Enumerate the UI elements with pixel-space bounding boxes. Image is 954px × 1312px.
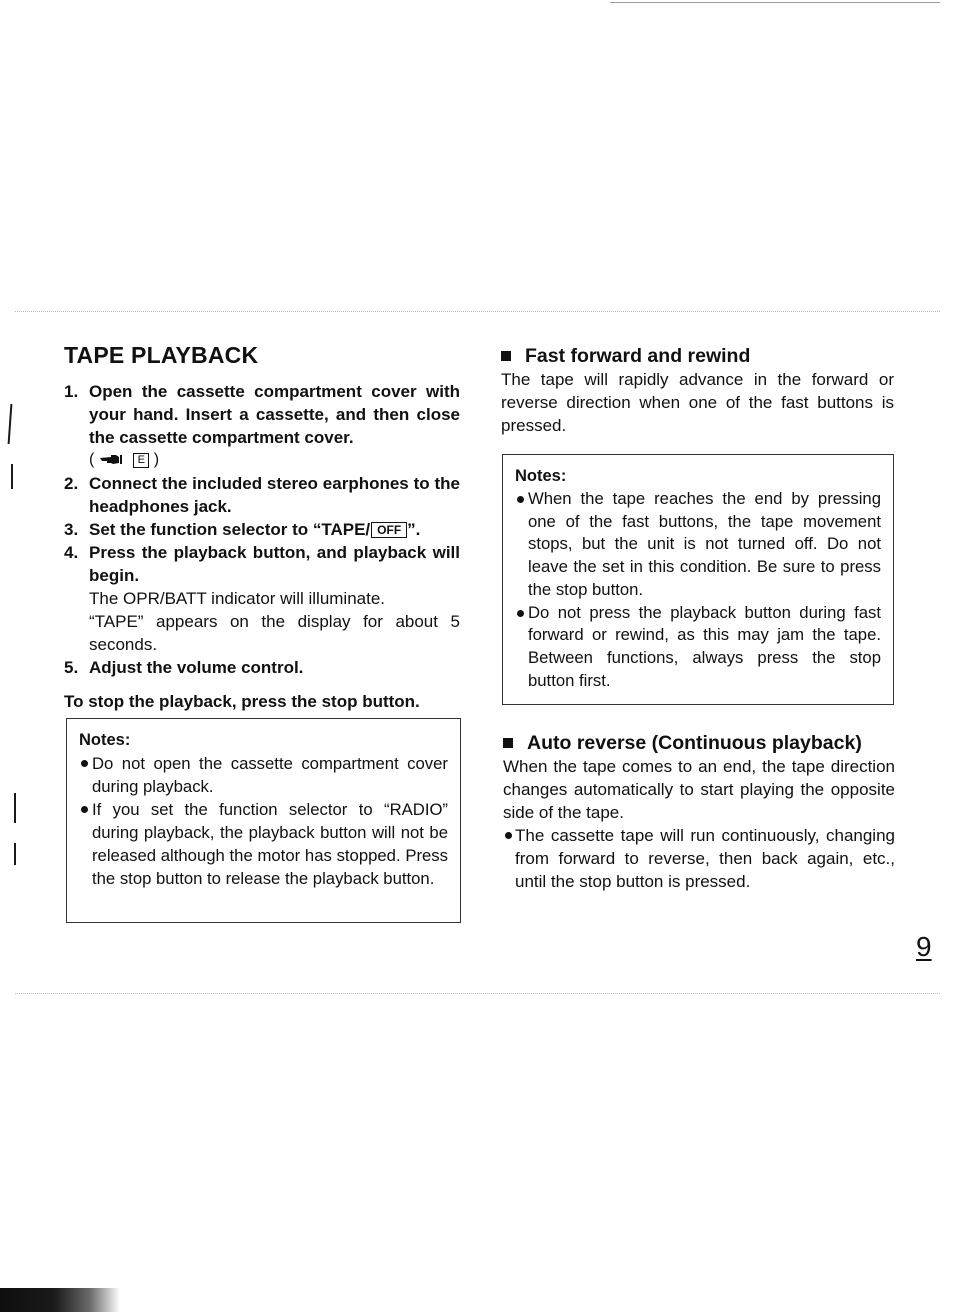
top-scan-rule <box>610 2 940 3</box>
auto-reverse-section <box>503 731 895 893</box>
step-detail: “TAPE” appears on the display for about 5 seconds. <box>89 612 460 654</box>
note-item: If you set the function selector to “RADIO” during playback, the playback button will not be released although the motor has stopped. Press the stop button to release the playback button. <box>79 798 448 890</box>
step-text: Press the playback button, and playback will begin. <box>89 543 460 585</box>
notes-list <box>515 488 881 692</box>
step-number: 2. <box>64 474 79 493</box>
square-bullet-icon <box>501 351 511 361</box>
auto-reverse-bullet: The cassette tape will run continuously, changing from forward to reverse, then back again, etc., until the stop button is pressed. <box>503 824 895 893</box>
auto-reverse-heading <box>503 731 895 755</box>
page-number: 9 <box>916 931 932 962</box>
step-item <box>64 541 460 656</box>
ref-open-paren: ( <box>89 451 95 468</box>
step-text-end: ”. <box>407 520 421 539</box>
fast-forward-body: The tape will rapidly advance in the forward or reverse direction when one of the fast buttons is pressed. <box>501 370 894 435</box>
notes-list <box>79 752 448 890</box>
margin-mark <box>11 464 13 489</box>
step-number: 5. <box>64 658 79 677</box>
heading-text: Auto reverse (Continuous playback) <box>527 732 862 754</box>
e-key-box: E <box>133 453 149 468</box>
fast-forward-heading <box>501 344 894 368</box>
reference-line <box>89 449 460 472</box>
margin-mark <box>14 843 16 865</box>
off-key-label: OFF <box>371 522 407 538</box>
auto-reverse-list <box>503 824 895 893</box>
note-item: Do not open the cassette compartment cover during playback. <box>79 752 448 798</box>
page-fold-line-top <box>15 311 940 312</box>
step-number: 4. <box>64 543 79 562</box>
heading-text: Fast forward and rewind <box>525 345 751 367</box>
section-title: TAPE PLAYBACK <box>64 342 259 368</box>
playback-steps <box>64 380 460 679</box>
notes-title: Notes: <box>79 731 131 749</box>
margin-mark <box>14 793 16 823</box>
step-number: 3. <box>64 520 79 539</box>
step-item <box>64 380 460 472</box>
stop-instruction: To stop the playback, press the stop button. <box>64 692 420 711</box>
playback-notes-box <box>66 718 461 923</box>
auto-reverse-body: When the tape comes to an end, the tape direction changes automatically to start playing the opposite side of the tape. <box>503 757 895 822</box>
step-item <box>64 656 460 679</box>
tape-playback-section <box>64 341 460 713</box>
step-text: Set the function selector to “TAPE/ <box>89 520 371 539</box>
note-item: When the tape reaches the end by pressing one of the fast buttons, the tape movement stops, but the unit is not turned off. Do not leave the set in this condition. Be sure to press the stop button. <box>515 488 881 602</box>
step-item <box>64 518 460 541</box>
margin-mark <box>8 404 13 444</box>
page-fold-line-bottom <box>15 993 940 994</box>
step-detail: The OPR/BATT indicator will illuminate. <box>89 589 386 608</box>
ref-close-paren: ) <box>153 451 160 468</box>
hand-pointing-icon <box>99 451 125 472</box>
notes-title: Notes: <box>515 467 567 485</box>
square-bullet-icon <box>503 738 513 748</box>
step-number: 1. <box>64 382 79 401</box>
scan-corner-smudge <box>0 1288 120 1312</box>
step-text: Open the cassette compartment cover with your hand. Insert a cassette, and then close the cassette compartment cover. <box>89 382 460 447</box>
fast-forward-section <box>501 344 894 437</box>
fast-forward-notes-box <box>502 454 894 705</box>
note-item: Do not press the playback button during fast forward or rewind, as this may jam the tape. Between functions, always press the stop button first. <box>515 602 881 693</box>
step-text: Adjust the volume control. <box>89 658 304 677</box>
step-item <box>64 472 460 518</box>
step-text: Connect the included stereo earphones to the headphones jack. <box>89 474 460 516</box>
